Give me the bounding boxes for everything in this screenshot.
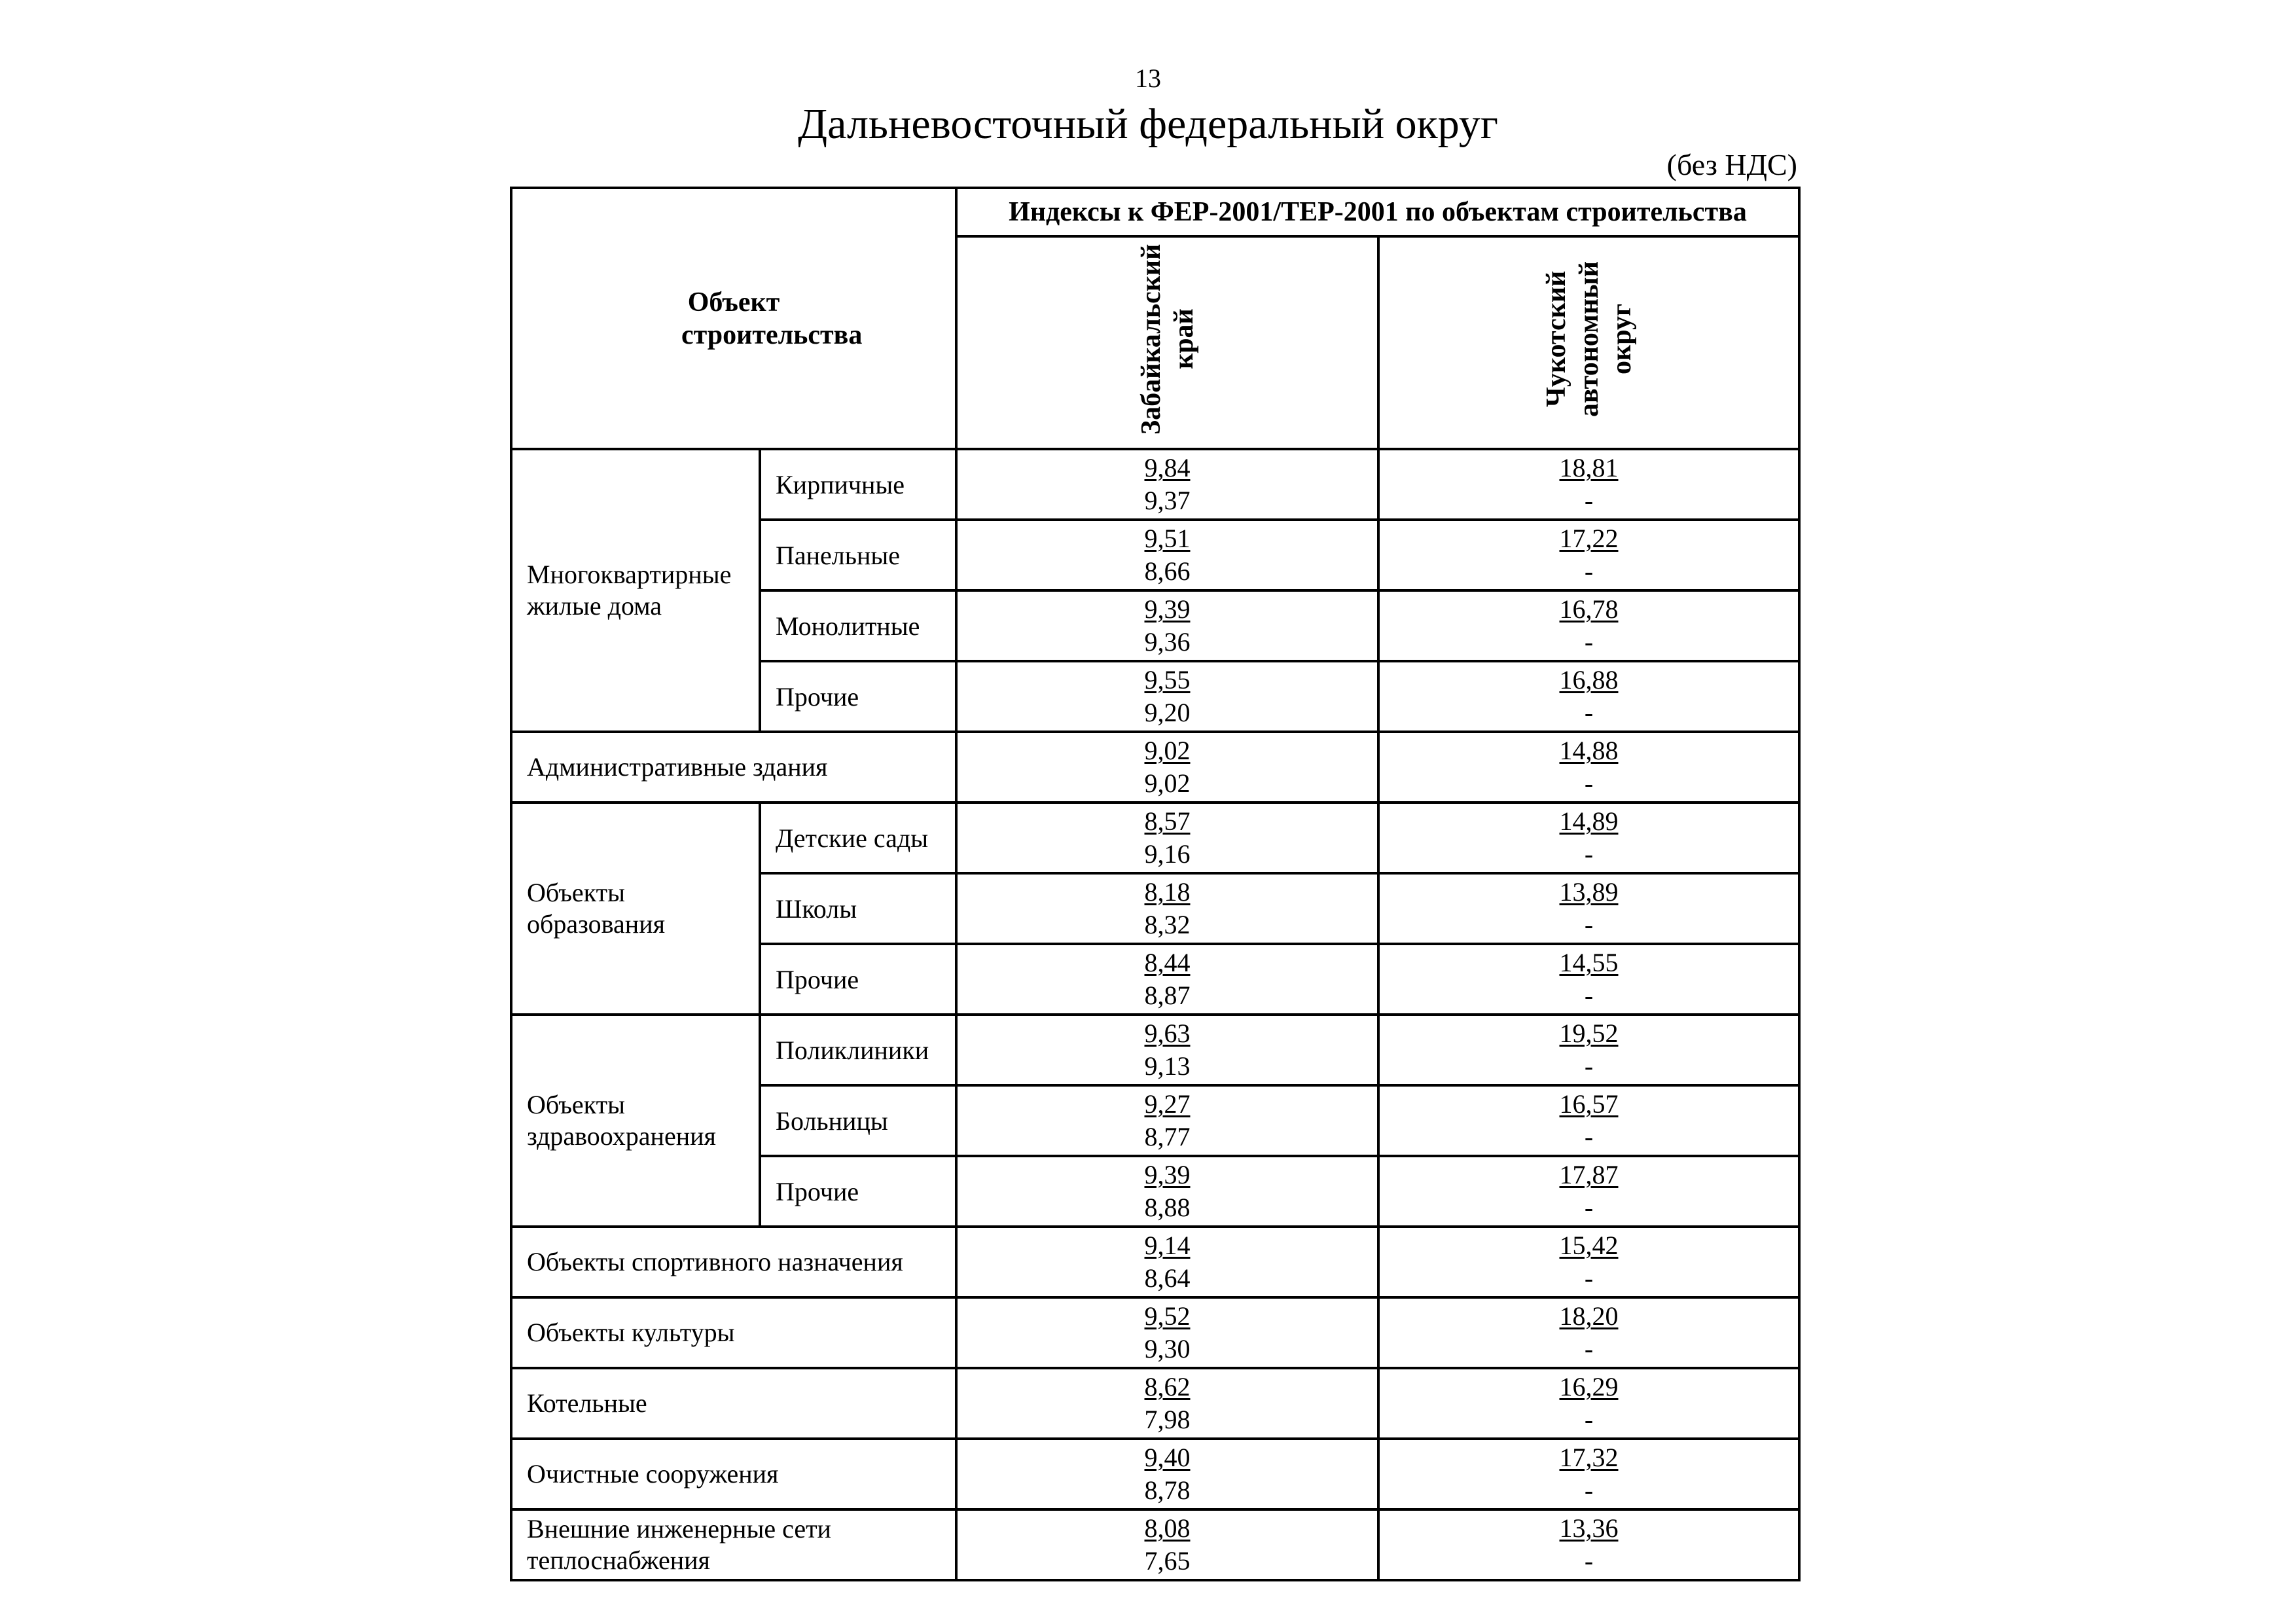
index-value-fer: 9,39 [1144, 594, 1191, 624]
index-value-ter: 8,64 [1144, 1263, 1191, 1293]
value-chukotka [1378, 661, 1799, 732]
index-value-ter: - [1584, 1475, 1594, 1505]
index-value-fer: 18,20 [1559, 1301, 1619, 1331]
index-value-fer: 17,22 [1559, 524, 1619, 553]
index-value-ter: - [1584, 768, 1594, 798]
object-subcategory: Прочие [760, 1156, 956, 1227]
table-row [511, 1015, 1799, 1085]
index-value-fer: 18,81 [1559, 453, 1619, 482]
index-value-fer: 9,51 [1144, 524, 1191, 553]
index-value-ter: - [1584, 627, 1594, 657]
index-value-ter: - [1584, 910, 1594, 939]
header-object-label: Объект строительства [681, 287, 863, 350]
index-value-ter: 9,13 [1144, 1051, 1191, 1081]
value-zabaikalsky [956, 590, 1378, 661]
index-value-ter: - [1584, 1122, 1594, 1151]
index-value-ter: 9,20 [1144, 698, 1191, 727]
index-value-ter: 9,36 [1144, 627, 1191, 657]
table-row [511, 1368, 1799, 1439]
index-value-fer: 13,89 [1559, 877, 1619, 907]
index-value-ter: - [1584, 1546, 1594, 1576]
object-subcategory: Поликлиники [760, 1015, 956, 1085]
index-value-fer: 14,88 [1559, 736, 1619, 765]
index-value-fer: 9,52 [1144, 1301, 1191, 1331]
object-category: Многоквартирные жилые дома [511, 449, 760, 732]
object-category: Объекты культуры [511, 1297, 956, 1368]
index-value-ter: 8,77 [1144, 1122, 1191, 1151]
value-zabaikalsky [956, 732, 1378, 803]
index-value-fer: 17,32 [1559, 1443, 1619, 1472]
value-chukotka [1378, 803, 1799, 873]
table-row [511, 732, 1799, 803]
index-table [510, 187, 1801, 1581]
index-value-ter: - [1584, 839, 1594, 869]
index-value-fer: 9,84 [1144, 453, 1191, 482]
object-category: Внешние инженерные сети теплоснабжения [511, 1509, 956, 1580]
page-number: 13 [1135, 63, 1161, 93]
value-zabaikalsky [956, 1509, 1378, 1580]
value-chukotka [1378, 590, 1799, 661]
vat-note: (без НДС) [1666, 148, 1797, 181]
object-subcategory: Школы [760, 873, 956, 944]
index-value-fer: 9,40 [1144, 1443, 1191, 1472]
value-zabaikalsky [956, 1015, 1378, 1085]
index-value-fer: 9,27 [1144, 1089, 1191, 1119]
object-category: Объекты спортивного назначения [511, 1227, 956, 1297]
index-value-ter: 8,32 [1144, 910, 1191, 939]
table-row [511, 1509, 1799, 1580]
index-value-fer: 14,55 [1559, 948, 1619, 977]
index-value-fer: 16,57 [1559, 1089, 1619, 1119]
index-value-fer: 19,52 [1559, 1019, 1619, 1048]
value-chukotka [1378, 1085, 1799, 1156]
index-value-fer: 8,44 [1144, 948, 1191, 977]
value-chukotka [1378, 1015, 1799, 1085]
index-value-fer: 14,89 [1559, 806, 1619, 836]
value-chukotka [1378, 732, 1799, 803]
index-value-fer: 15,42 [1559, 1231, 1619, 1260]
index-value-ter: 8,88 [1144, 1193, 1191, 1222]
object-subcategory: Прочие [760, 661, 956, 732]
page-title: Дальневосточный федеральный округ [798, 100, 1498, 148]
value-chukotka [1378, 1509, 1799, 1580]
object-category: Очистные сооружения [511, 1439, 956, 1509]
object-category: Объекты образования [511, 803, 760, 1015]
value-zabaikalsky [956, 1227, 1378, 1297]
value-chukotka [1378, 449, 1799, 520]
index-value-ter: 8,66 [1144, 556, 1191, 586]
object-subcategory: Монолитные [760, 590, 956, 661]
index-value-ter: - [1584, 556, 1594, 586]
index-value-ter: 9,16 [1144, 839, 1191, 869]
object-subcategory: Панельные [760, 520, 956, 590]
table-body [511, 449, 1799, 1580]
table-row [511, 1227, 1799, 1297]
value-zabaikalsky [956, 449, 1378, 520]
table-row [511, 803, 1799, 873]
object-category: Административные здания [511, 732, 956, 803]
index-value-fer: 9,39 [1144, 1160, 1191, 1189]
value-chukotka [1378, 944, 1799, 1015]
value-chukotka [1378, 1297, 1799, 1368]
object-subcategory: Детские сады [760, 803, 956, 873]
index-value-ter: 9,37 [1144, 486, 1191, 515]
index-value-ter: - [1584, 1193, 1594, 1222]
index-value-fer: 16,88 [1559, 665, 1619, 695]
index-value-ter: 8,78 [1144, 1475, 1191, 1505]
index-value-fer: 8,57 [1144, 806, 1191, 836]
object-subcategory: Больницы [760, 1085, 956, 1156]
index-value-ter: 7,65 [1144, 1546, 1191, 1576]
value-zabaikalsky [956, 944, 1378, 1015]
index-value-ter: 9,30 [1144, 1334, 1191, 1363]
table-row [511, 1439, 1799, 1509]
value-zabaikalsky [956, 873, 1378, 944]
header-index-group: Индексы к ФЕР-2001/ТЕР-2001 по объектам строительства [956, 188, 1799, 236]
value-zabaikalsky [956, 1368, 1378, 1439]
value-zabaikalsky [956, 1085, 1378, 1156]
value-chukotka [1378, 1439, 1799, 1509]
value-zabaikalsky [956, 803, 1378, 873]
index-value-fer: 8,08 [1144, 1513, 1191, 1543]
index-value-fer: 8,62 [1144, 1372, 1191, 1401]
index-value-ter: - [1584, 981, 1594, 1010]
region-name: Забайкальский край [1136, 244, 1199, 435]
index-value-ter: - [1584, 1334, 1594, 1363]
index-value-ter: - [1584, 486, 1594, 515]
value-chukotka [1378, 520, 1799, 590]
object-subcategory: Прочие [760, 944, 956, 1015]
table-row [511, 449, 1799, 520]
index-value-fer: 16,78 [1559, 594, 1619, 624]
index-value-ter: - [1584, 1051, 1594, 1081]
value-zabaikalsky [956, 1297, 1378, 1368]
index-value-ter: - [1584, 1263, 1594, 1293]
region-name: Чукотский автономный округ [1541, 261, 1637, 417]
index-value-ter: 9,02 [1144, 768, 1191, 798]
index-value-fer: 9,02 [1144, 736, 1191, 765]
index-value-fer: 8,18 [1144, 877, 1191, 907]
value-chukotka [1378, 1227, 1799, 1297]
index-value-fer: 9,55 [1144, 665, 1191, 695]
index-value-fer: 9,63 [1144, 1019, 1191, 1048]
header-region-zabaikalsky [956, 236, 1378, 449]
index-value-fer: 9,14 [1144, 1231, 1191, 1260]
value-chukotka [1378, 1368, 1799, 1439]
value-zabaikalsky [956, 1439, 1378, 1509]
value-zabaikalsky [956, 661, 1378, 732]
index-value-fer: 16,29 [1559, 1372, 1619, 1401]
object-subcategory: Кирпичные [760, 449, 956, 520]
value-zabaikalsky [956, 520, 1378, 590]
index-value-fer: 17,87 [1559, 1160, 1619, 1189]
index-value-ter: 8,87 [1144, 981, 1191, 1010]
index-value-ter: - [1584, 1405, 1594, 1434]
header-region-chukotka [1378, 236, 1799, 449]
object-category: Котельные [511, 1368, 956, 1439]
value-chukotka [1378, 873, 1799, 944]
object-category: Объекты здравоохранения [511, 1015, 760, 1227]
value-zabaikalsky [956, 1156, 1378, 1227]
index-value-fer: 13,36 [1559, 1513, 1619, 1543]
index-value-ter: 7,98 [1144, 1405, 1191, 1434]
value-chukotka [1378, 1156, 1799, 1227]
table-row [511, 1297, 1799, 1368]
header-object [511, 188, 956, 449]
index-value-ter: - [1584, 698, 1594, 727]
